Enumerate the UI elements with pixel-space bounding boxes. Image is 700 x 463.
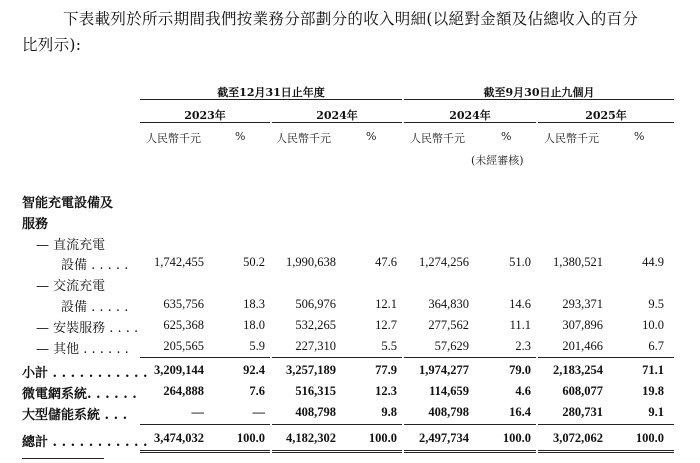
cell-ac-2023-amount: 635,756 bbox=[163, 297, 204, 311]
row-label-total: 總計 . . . . . . . . . . . bbox=[22, 435, 148, 450]
cell-ac-2024n-amount: 364,830 bbox=[428, 297, 469, 311]
cell-microgrid-2025-amount: 608,077 bbox=[562, 384, 603, 398]
cell-storage-2024n-amount: 408,798 bbox=[428, 405, 469, 419]
row-label-storage: 大型儲能系統 . . . bbox=[22, 408, 128, 423]
year-header-2023-rule bbox=[140, 122, 270, 123]
cell-total-2024-amount: 4,182,302 bbox=[286, 431, 336, 445]
unit-pct-4: % bbox=[634, 130, 645, 143]
group-header-year: 截至12月31日止年度 bbox=[217, 86, 325, 99]
cell-dc-2025-amount: 1,380,521 bbox=[553, 255, 603, 269]
group-header-year-rule bbox=[140, 99, 402, 100]
cell-subtotal-2023-amount: 3,209,144 bbox=[154, 363, 204, 377]
cell-subtotal-2023-pct: 92.4 bbox=[243, 363, 265, 377]
cell-install-2025-amount: 307,896 bbox=[562, 318, 603, 332]
cell-subtotal-2024-amount: 3,257,189 bbox=[286, 363, 336, 377]
cell-microgrid-2023-amount: 264,888 bbox=[163, 384, 204, 398]
cell-microgrid-2024n-pct: 4.6 bbox=[515, 384, 531, 398]
unit-pct-3: % bbox=[501, 130, 512, 143]
row-label-ac-2: 設備 . . . . . bbox=[61, 300, 129, 315]
group-header-nine-months-rule bbox=[404, 99, 674, 100]
year-header-2023: 2023年 bbox=[184, 109, 226, 122]
cell-other-2024-pct: 5.5 bbox=[381, 339, 397, 353]
unit-pct-2: % bbox=[366, 130, 377, 143]
cell-subtotal-2024-pct: 77.9 bbox=[375, 363, 397, 377]
cell-storage-2024-pct: 9.8 bbox=[381, 405, 397, 419]
rule-total-3 bbox=[404, 424, 536, 425]
cell-total-2025-pct: 100.0 bbox=[635, 431, 664, 445]
year-header-2024-nine-rule bbox=[404, 122, 536, 123]
intro-line-1: 下表載列於所示期間我們按業務分部劃分的收入明細(以絕對金額及佔總收入的百分 bbox=[63, 10, 639, 28]
cell-other-2025-amount: 201,466 bbox=[562, 339, 603, 353]
year-header-2024-nine: 2024年 bbox=[449, 109, 491, 122]
unit-rmb-4: 人民幣千元 bbox=[544, 132, 599, 145]
cell-ac-2024-pct: 12.1 bbox=[375, 297, 397, 311]
rule-total-4 bbox=[538, 424, 674, 425]
row-label-microgrid: 微電網系統. . . . . . bbox=[22, 387, 137, 402]
year-header-2025: 2025年 bbox=[585, 109, 627, 122]
cell-ac-2024n-pct: 14.6 bbox=[509, 297, 531, 311]
cell-storage-2023-amount: — bbox=[191, 405, 204, 419]
cell-total-2024-pct: 100.0 bbox=[368, 431, 397, 445]
intro-line-2: 比列示): bbox=[22, 36, 82, 54]
unit-rmb-2: 人民幣千元 bbox=[276, 132, 331, 145]
cell-ac-2025-amount: 293,371 bbox=[562, 297, 603, 311]
group-header-nine-months: 截至9月30日止九個月 bbox=[483, 86, 595, 99]
cell-storage-2025-amount: 280,731 bbox=[562, 405, 603, 419]
cell-subtotal-2025-amount: 2,183,254 bbox=[553, 363, 603, 377]
year-header-2024-rule bbox=[272, 122, 402, 123]
cell-install-2024n-pct: 11.1 bbox=[509, 318, 531, 332]
cell-ac-2025-pct: 9.5 bbox=[648, 297, 664, 311]
rule-total-1 bbox=[140, 424, 270, 425]
row-label-install: — 安裝服務 . . . . bbox=[36, 321, 139, 336]
row-label-dc: — 直流充電 bbox=[36, 238, 106, 253]
rule-subtotal-2 bbox=[272, 357, 402, 358]
cell-other-2023-amount: 205,565 bbox=[163, 339, 204, 353]
cell-microgrid-2025-pct: 19.8 bbox=[642, 384, 664, 398]
cell-dc-2024n-amount: 1,274,256 bbox=[419, 255, 469, 269]
rule-total-bottom-4 bbox=[538, 450, 674, 453]
row-label-smart-charging-2: 服務 bbox=[22, 217, 49, 232]
rule-subtotal-1 bbox=[140, 357, 270, 358]
cell-dc-2024n-pct: 51.0 bbox=[509, 255, 531, 269]
unaudited-note: (未經審核) bbox=[471, 154, 524, 167]
cell-total-2023-pct: 100.0 bbox=[236, 431, 265, 445]
rule-total-bottom-3 bbox=[404, 450, 536, 453]
cell-dc-2023-amount: 1,742,455 bbox=[154, 255, 204, 269]
rule-total-2 bbox=[272, 424, 402, 425]
rule-total-bottom-1 bbox=[140, 450, 270, 453]
cell-total-2024n-pct: 100.0 bbox=[502, 431, 531, 445]
cell-storage-2024n-pct: 16.4 bbox=[509, 405, 531, 419]
cell-microgrid-2024-pct: 12.3 bbox=[375, 384, 397, 398]
cell-total-2024n-amount: 2,497,734 bbox=[419, 431, 469, 445]
cell-install-2025-pct: 10.0 bbox=[642, 318, 664, 332]
row-label-subtotal: 小計 . . . . . . . . . . . bbox=[22, 366, 148, 381]
cell-dc-2023-pct: 50.2 bbox=[243, 255, 265, 269]
rule-total-bottom-2 bbox=[272, 450, 402, 453]
rule-subtotal-3 bbox=[404, 357, 536, 358]
cell-total-2023-amount: 3,474,032 bbox=[154, 431, 204, 445]
cell-microgrid-2024n-amount: 114,659 bbox=[429, 384, 469, 398]
cell-subtotal-2024n-pct: 79.0 bbox=[509, 363, 531, 377]
row-label-other: — 其他 . . . . . . bbox=[36, 342, 129, 357]
unit-pct-1: % bbox=[235, 130, 246, 143]
cell-storage-2025-pct: 9.1 bbox=[648, 405, 664, 419]
cell-ac-2024-amount: 506,976 bbox=[295, 297, 336, 311]
cell-other-2024n-pct: 2.3 bbox=[515, 339, 531, 353]
year-header-2025-rule bbox=[538, 122, 674, 123]
cell-subtotal-2025-pct: 71.1 bbox=[642, 363, 664, 377]
cell-microgrid-2023-pct: 7.6 bbox=[249, 384, 265, 398]
year-header-2024: 2024年 bbox=[316, 109, 358, 122]
cell-storage-2024-amount: 408,798 bbox=[295, 405, 336, 419]
footnote-rule bbox=[22, 458, 104, 459]
cell-install-2024n-amount: 277,562 bbox=[428, 318, 469, 332]
cell-install-2023-amount: 625,368 bbox=[163, 318, 204, 332]
cell-ac-2023-pct: 18.3 bbox=[243, 297, 265, 311]
cell-install-2023-pct: 18.0 bbox=[243, 318, 265, 332]
intro-paragraph bbox=[22, 6, 692, 58]
cell-dc-2025-pct: 44.9 bbox=[642, 255, 664, 269]
cell-other-2024n-amount: 57,629 bbox=[434, 339, 469, 353]
cell-storage-2023-pct: — bbox=[252, 405, 265, 419]
cell-other-2024-amount: 227,310 bbox=[295, 339, 336, 353]
cell-install-2024-pct: 12.7 bbox=[375, 318, 397, 332]
cell-microgrid-2024-amount: 516,315 bbox=[295, 384, 336, 398]
cell-other-2025-pct: 6.7 bbox=[648, 339, 664, 353]
cell-total-2025-amount: 3,072,062 bbox=[553, 431, 603, 445]
cell-subtotal-2024n-amount: 1,974,277 bbox=[419, 363, 469, 377]
row-label-dc-2: 設備 . . . . . bbox=[61, 258, 129, 273]
unit-rmb-1: 人民幣千元 bbox=[146, 132, 201, 145]
cell-other-2023-pct: 5.9 bbox=[249, 339, 265, 353]
cell-dc-2024-pct: 47.6 bbox=[375, 255, 397, 269]
row-label-smart-charging: 智能充電設備及 bbox=[22, 196, 114, 211]
unit-rmb-3: 人民幣千元 bbox=[410, 132, 465, 145]
cell-install-2024-amount: 532,265 bbox=[295, 318, 336, 332]
cell-dc-2024-amount: 1,990,638 bbox=[286, 255, 336, 269]
rule-subtotal-4 bbox=[538, 357, 674, 358]
row-label-ac: — 交流充電 bbox=[36, 279, 106, 294]
